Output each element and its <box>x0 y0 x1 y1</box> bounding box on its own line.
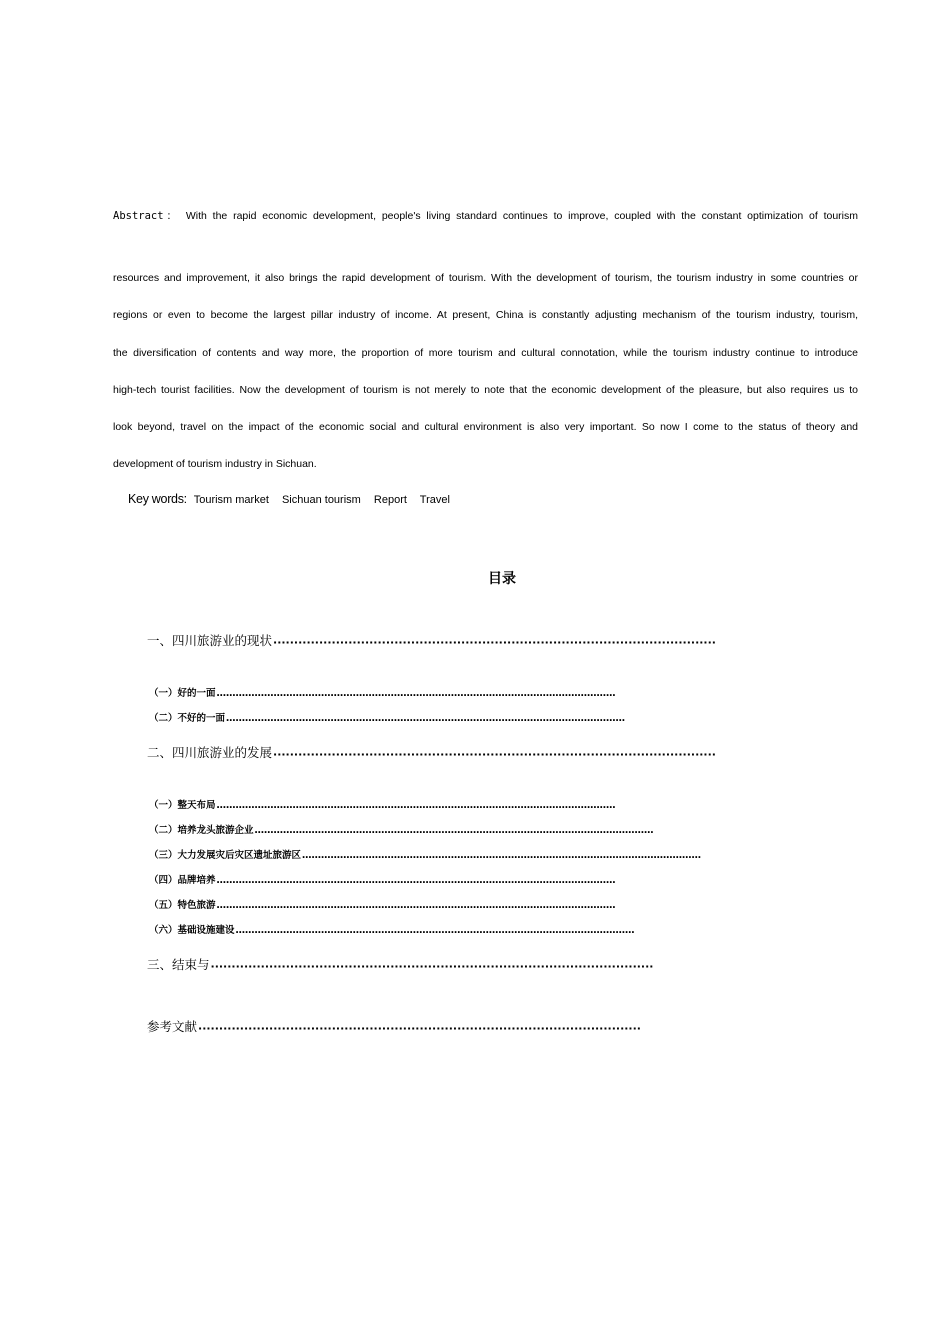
toc-leader-dots: ……………………………………………………………………………………………………………… <box>216 688 616 699</box>
toc-entry-text: （一）整天布局 <box>149 800 216 811</box>
abstract-label: Abstract： <box>113 210 180 222</box>
keyword-item: Travel <box>419 494 450 506</box>
toc-leader-dots: ……………………………………………………………………………………………………………… <box>216 800 616 811</box>
toc-leader-dots: ·········································································································· <box>198 1022 641 1035</box>
abstract-line-7: development of tourism industry in Sichuan. <box>113 458 317 470</box>
abstract-text-1: With the rapid economic development, people's living standard continues to improve, coupled with the constant optimization of tourism <box>185 210 858 222</box>
toc-entry-subsection[interactable] <box>149 895 616 911</box>
abstract-line-1 <box>113 209 858 223</box>
toc-leader-dots: ……………………………………………………………………………………………………………… <box>216 900 616 911</box>
toc-leader-dots: ……………………………………………………………………………………………………………… <box>254 825 654 836</box>
toc-leader-dots: ·········································································································· <box>210 960 654 973</box>
keyword-item: Tourism market <box>193 494 269 506</box>
toc-entry-section-1[interactable] <box>147 633 716 649</box>
toc-entry-text: （三）大力发展灾后灾区遗址旅游区 <box>149 850 302 861</box>
abstract-line-3: regions or even to become the largest pillar industry of income. At present, China is constantly adjusting mechanism of the tourism industry, tourism, <box>113 309 858 321</box>
toc-entry-subsection[interactable] <box>149 820 654 836</box>
keywords-label: Key words: <box>128 492 187 506</box>
abstract-line-2: resources and improvement, it also brings the rapid development of tourism. With the development of tourism, the tourism industry in some countries or <box>113 272 858 284</box>
toc-entry-references[interactable] <box>147 1019 641 1035</box>
toc-leader-dots: ·········································································································· <box>273 636 716 649</box>
toc-entry-subsection[interactable] <box>149 795 616 811</box>
toc-entry-subsection[interactable] <box>149 845 702 861</box>
toc-entry-subsection[interactable] <box>149 683 616 699</box>
toc-leader-dots: ……………………………………………………………………………………………………………… <box>216 875 616 886</box>
toc-entry-text: （一）好的一面 <box>149 688 216 699</box>
keywords <box>128 492 460 506</box>
toc-entry-text: （四）品牌培养 <box>149 875 216 886</box>
toc-entry-section-3[interactable] <box>147 957 654 973</box>
abstract-line-5: high-tech tourist facilities. Now the development of tourism is not merely to note that the economic development of the pleasure, but also requires us to <box>113 384 858 396</box>
toc-leader-dots: ……………………………………………………………………………………………………………… <box>226 713 626 724</box>
toc-leader-dots: ……………………………………………………………………………………………………………… <box>235 925 635 936</box>
keyword-item: Sichuan tourism <box>281 494 361 506</box>
toc-entry-text: 二、四川旅游业的发展 <box>147 745 273 760</box>
abstract-line-4: the diversification of contents and way more, the proportion of more tourism and cultural connotation, while the tourism industry continue to introduce <box>113 347 858 359</box>
toc-leader-dots: ·········································································································· <box>273 748 716 761</box>
toc-title: 目录 <box>488 571 516 587</box>
toc-leader-dots: ……………………………………………………………………………………………………………… <box>302 850 702 861</box>
toc-entry-subsection[interactable] <box>149 708 626 724</box>
toc-entry-text: （二）培养龙头旅游企业 <box>149 825 254 836</box>
keyword-item: Report <box>373 494 407 506</box>
toc-entry-subsection[interactable] <box>149 870 616 886</box>
toc-entry-text: （二）不好的一面 <box>149 713 226 724</box>
toc-entry-text: （五）特色旅游 <box>149 900 216 911</box>
toc-entry-section-2[interactable] <box>147 745 716 761</box>
toc-entry-text: 参考文献 <box>147 1019 198 1034</box>
toc-entry-subsection[interactable] <box>149 920 635 936</box>
toc-entry-text: （六）基础设施建设 <box>149 925 235 936</box>
abstract-line-6: look beyond, travel on the impact of the economic social and cultural environment is also very important. So now I come to the status of theory and <box>113 421 858 433</box>
toc-entry-text: 三、结束与 <box>147 957 210 972</box>
toc-entry-text: 一、四川旅游业的现状 <box>147 633 273 648</box>
